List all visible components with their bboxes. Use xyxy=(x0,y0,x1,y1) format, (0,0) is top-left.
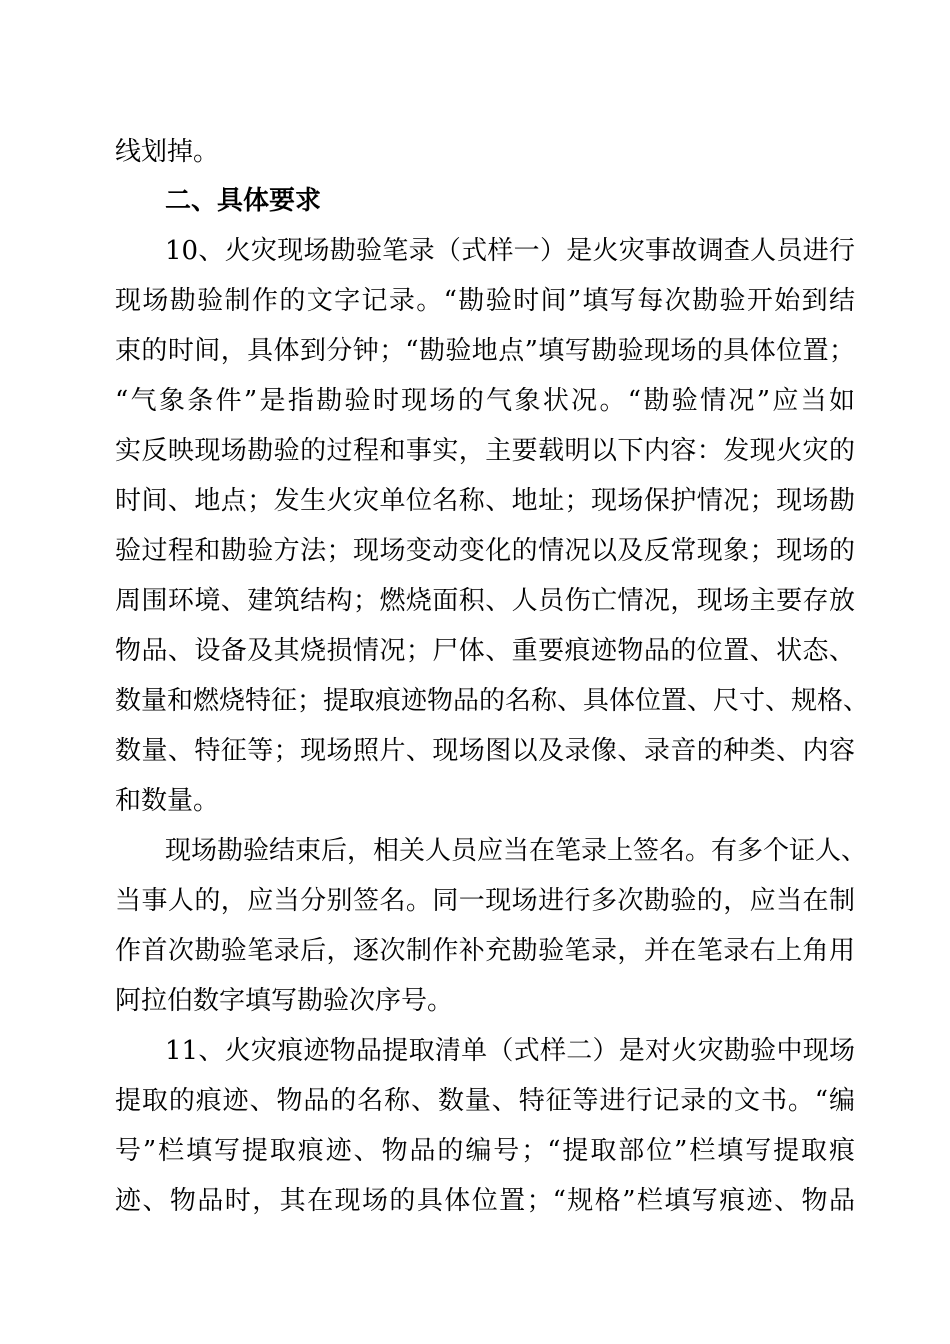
text-line: 现场勘验结束后，相关人员应当在笔录上签名。有多个证人、 xyxy=(165,836,868,866)
text-line: 数量和燃烧特征；提取痕迹物品的名称、具体位置、尺寸、规格、 xyxy=(115,686,870,716)
text-line: “气象条件”是指勘验时现场的气象状况。“勘验情况”应当如 xyxy=(115,386,855,416)
text-line: 实反映现场勘验的过程和事实，主要载明以下内容：发现火灾的 xyxy=(115,436,855,466)
text-line: 线划掉。 xyxy=(115,137,220,167)
text-line: 提取的痕迹、物品的名称、数量、特征等进行记录的文书。“编 xyxy=(115,1086,855,1116)
text-line: 时间、地点；发生火灾单位名称、地址；现场保护情况；现场勘 xyxy=(115,486,855,516)
section-heading: 二、具体要求 xyxy=(165,186,322,216)
text-line: 11、火灾痕迹物品提取清单（式样二）是对火灾勘验中现场 xyxy=(165,1036,855,1066)
text-line: 物品、设备及其烧损情况；尸体、重要痕迹物品的位置、状态、 xyxy=(115,636,855,666)
text-line: 作首次勘验笔录后，逐次制作补充勘验笔录，并在笔录右上角用 xyxy=(115,936,855,966)
text-line: 验过程和勘验方法；现场变动变化的情况以及反常现象；现场的 xyxy=(115,536,855,566)
text-line: 当事人的，应当分别签名。同一现场进行多次勘验的，应当在制 xyxy=(115,886,855,916)
text-line: 和数量。 xyxy=(115,786,220,816)
text-line: 迹、物品时，其在现场的具体位置；“规格”栏填写痕迹、物品 xyxy=(115,1186,855,1216)
text-line: 10、火灾现场勘验笔录（式样一）是火灾事故调查人员进行 xyxy=(165,236,855,266)
text-line: 号”栏填写提取痕迹、物品的编号；“提取部位”栏填写提取痕 xyxy=(115,1136,855,1166)
text-line: 周围环境、建筑结构；燃烧面积、人员伤亡情况，现场主要存放 xyxy=(115,586,855,616)
text-line: 阿拉伯数字填写勘验次序号。 xyxy=(115,986,454,1016)
text-line: 束的时间，具体到分钟；“勘验地点”填写勘验现场的具体位置； xyxy=(115,336,855,366)
text-line: 数量、特征等；现场照片、现场图以及录像、录音的种类、内容 xyxy=(115,736,855,766)
text-line: 现场勘验制作的文字记录。“勘验时间”填写每次勘验开始到结 xyxy=(115,286,855,316)
